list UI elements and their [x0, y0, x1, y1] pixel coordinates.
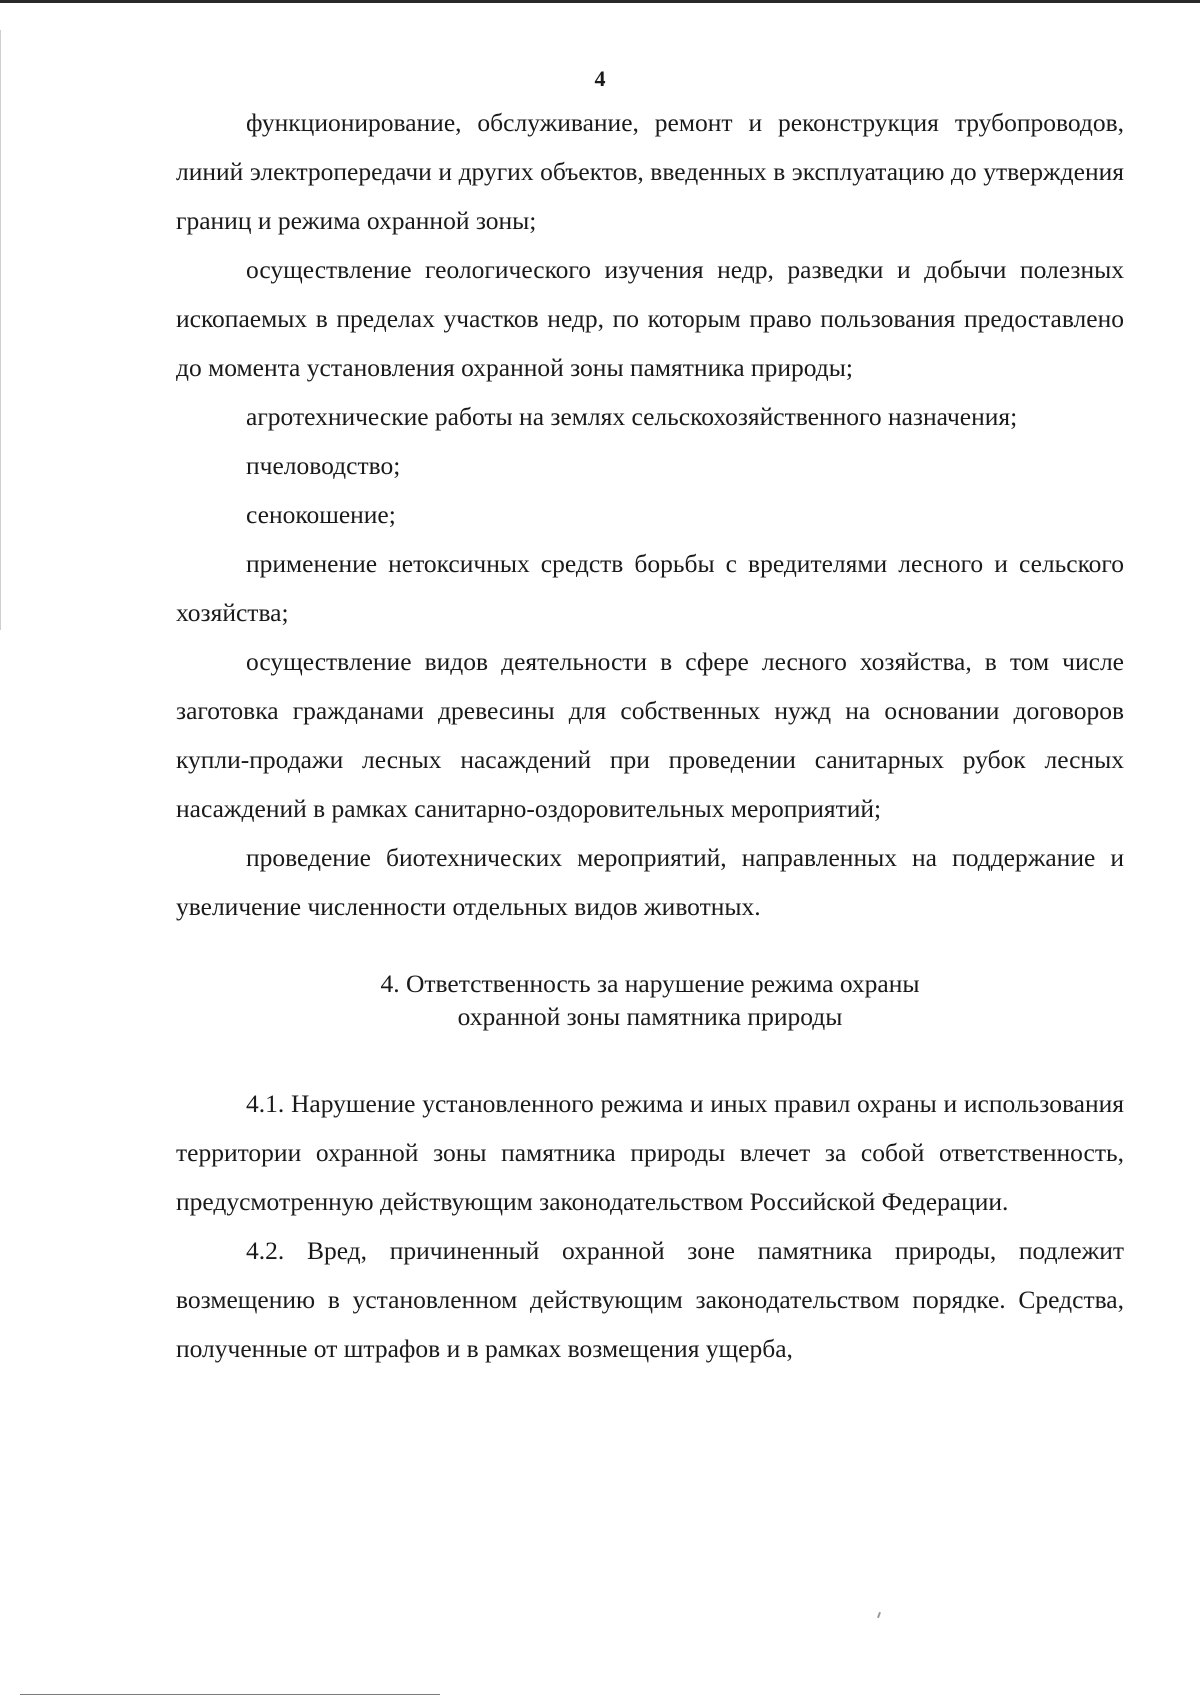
paragraph-pest-control: применение нетоксичных средств борьбы с вредителями лесного и сельского хозяйства;	[176, 549, 1124, 627]
top-border-line	[0, 0, 1200, 3]
scan-speck	[877, 1612, 881, 1618]
paragraph-agrotechnical: агротехнические работы на землях сельскохозяйственного назначения;	[246, 402, 1018, 431]
paragraph-geology: осуществление геологического изучения недр, разведки и добычи полезных ископаемых в пределах участков недр, по которым право пользования предоставлено до момента установления охранной зоны памятника природы;	[176, 255, 1124, 382]
bottom-border-line	[20, 1694, 440, 1695]
page-number: 4	[594, 66, 606, 91]
paragraph-4-2: 4.2. Вред, причиненный охранной зоне памятника природы, подлежит возмещению в установленном действующим законодательством порядке. Средства, полученные от штрафов и в рамках возмещения ущерба,	[176, 1236, 1124, 1363]
section-heading-line2: охранной зоны памятника природы	[457, 1002, 843, 1031]
section-spacer	[176, 1033, 1124, 1079]
paragraph-forestry: осуществление видов деятельности в сфере лесного хозяйства, в том числе заготовка гражданами древесины для собственных нужд на основании договоров купли-продажи лесных насаждений при проведении санитарных рубок лесных насаждений в рамках санитарно-оздоровительных мероприятий;	[176, 647, 1124, 823]
paragraph-haymaking: сенокошение;	[246, 500, 396, 529]
paragraph-pipelines: функционирование, обслуживание, ремонт и реконструкция трубопроводов, линий электропередачи и других объектов, введенных в эксплуатацию до утверждения границ и режима охранной зоны;	[176, 108, 1124, 235]
left-scan-edge	[0, 30, 1, 630]
paragraph-beekeeping: пчеловодство;	[246, 451, 401, 480]
section-heading	[176, 967, 1124, 1033]
paragraph-biotechnical: проведение биотехнических мероприятий, направленных на поддержание и увеличение численности отдельных видов животных.	[176, 843, 1124, 921]
paragraph-4-1: 4.1. Нарушение установленного режима и иных правил охраны и использования территории охранной зоны памятника природы влечет за собой ответственность, предусмотренную действующим законодательством Российской Федерации.	[176, 1089, 1124, 1216]
section-heading-line1: 4. Ответственность за нарушение режима охраны	[380, 969, 920, 998]
document-body	[176, 98, 1124, 1373]
